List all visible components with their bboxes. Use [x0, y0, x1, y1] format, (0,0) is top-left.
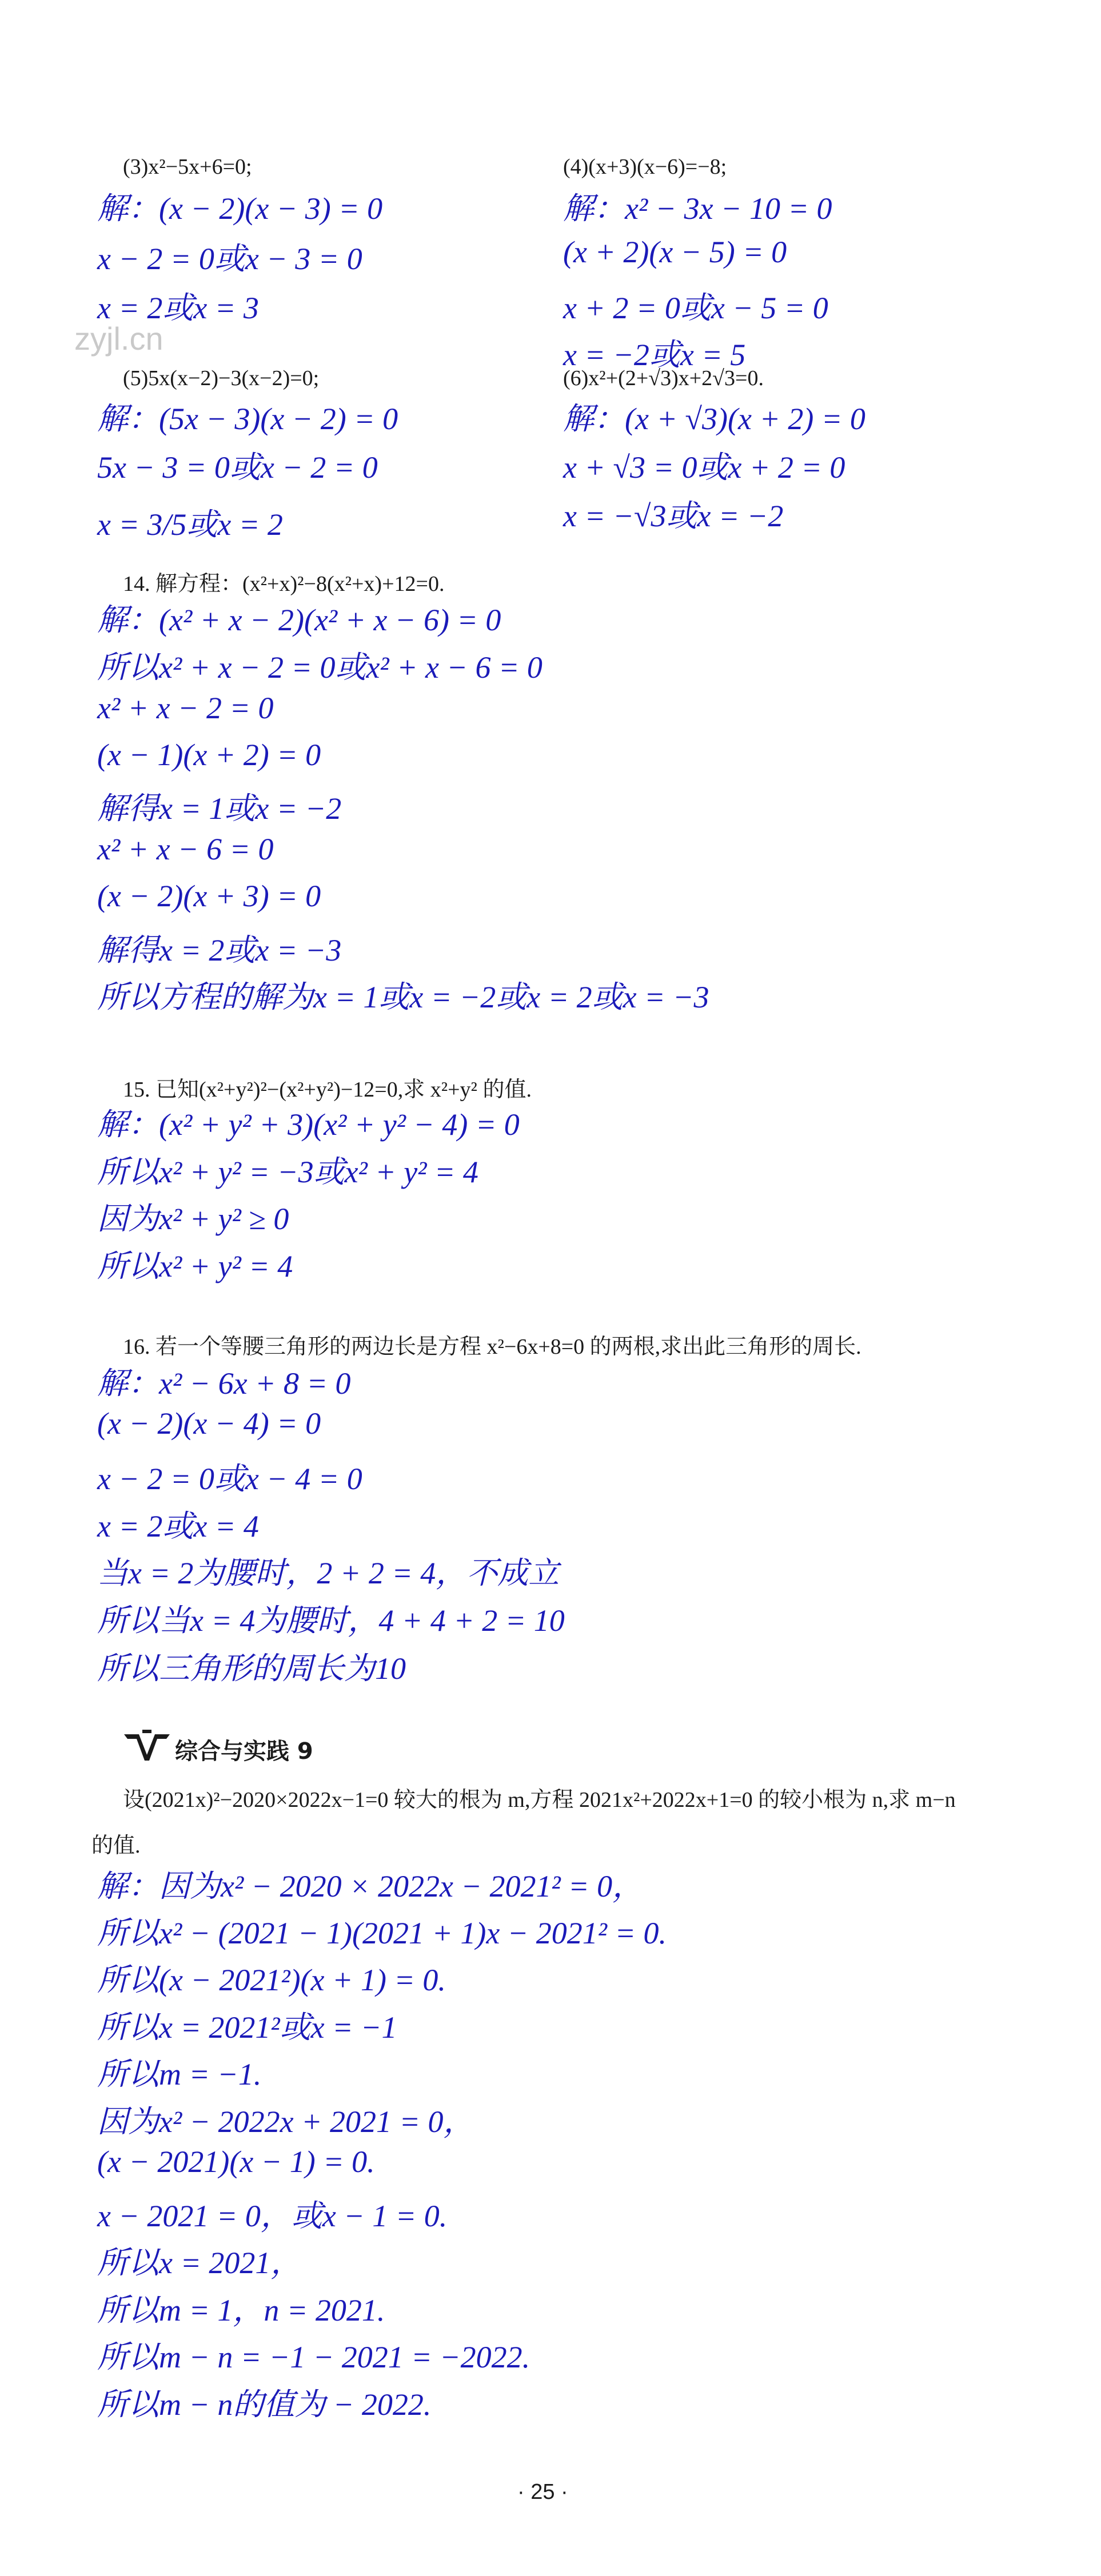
answer-13-5-line: x = 3/5或x = 2: [97, 507, 283, 542]
answer-16-line: x − 2 = 0或x − 4 = 0: [97, 1462, 362, 1496]
answer-13-3-line: x = 2或x = 3: [97, 291, 259, 325]
answer-13-4-line: 解：x² − 3x − 10 = 0: [563, 191, 832, 226]
answer-14-line: 所以x² + x − 2 = 0或x² + x − 6 = 0: [97, 650, 542, 685]
answer-13-4-line: x = −2或x = 5: [563, 338, 746, 372]
answer-15-line: 所以x² + y² = −3或x² + y² = 4: [97, 1155, 478, 1189]
answer-13-3-line: 解：(x − 2)(x − 3) = 0: [97, 191, 383, 226]
answer-13-4-line: x + 2 = 0或x − 5 = 0: [563, 291, 828, 325]
answer-15-line: 因为x² + y² ≥ 0: [97, 1202, 289, 1236]
answer-14-line: (x − 1)(x + 2) = 0: [97, 738, 321, 772]
page-number: · 25 ·: [517, 2480, 568, 2504]
answer-14-line: x² + x − 6 = 0: [97, 832, 274, 866]
question-13-6: (6)x²+(2+√3)x+2√3=0.: [563, 366, 764, 390]
section-title: 综合与实践 9: [175, 1738, 313, 1765]
watermark-text: zyjl.cn: [74, 321, 163, 357]
answer-14-line: 解得x = 2或x = −3: [97, 933, 342, 967]
answer-13-4-line: (x + 2)(x − 5) = 0: [563, 235, 787, 269]
answer-13-6-line: x + √3 = 0或x + 2 = 0: [563, 450, 845, 485]
question-13-4: (4)(x+3)(x−6)=−8;: [563, 155, 727, 179]
answer-14-line: 所以方程的解为x = 1或x = −2或x = 2或x = −3: [97, 980, 709, 1014]
answer-16-line: (x − 2)(x − 4) = 0: [97, 1406, 321, 1441]
section-answer-line: (x − 2021)(x − 1) = 0.: [97, 2145, 375, 2179]
section-answer-line: 因为x² − 2022x + 2021 = 0，: [97, 2105, 474, 2139]
question-13-3: (3)x²−5x+6=0;: [123, 155, 252, 179]
section-answer-line: 所以m − n的值为 − 2022.: [97, 2387, 432, 2422]
answer-16-line: 解：x² − 6x + 8 = 0: [97, 1366, 351, 1401]
section-answer-line: 所以m = −1.: [97, 2057, 262, 2091]
question-14: 14. 解方程：(x²+x)²−8(x²+x)+12=0.: [123, 572, 445, 596]
section-answer-line: 所以m − n = −1 − 2021 = −2022.: [97, 2340, 530, 2374]
answer-14-line: (x − 2)(x + 3) = 0: [97, 879, 321, 913]
section-header: [123, 1729, 171, 1766]
question-16: 16. 若一个等腰三角形的两边长是方程 x²−6x+8=0 的两根,求出此三角形的周长.: [123, 1335, 861, 1359]
answer-13-6-line: 解：(x + √3)(x + 2) = 0: [563, 402, 865, 436]
section-question-line-1: 设(2021x)²−2020×2022x−1=0 较大的根为 m,方程 2021x²+2022x+1=0 的较小根为 n,求 m−n: [123, 1788, 956, 1812]
answer-13-5-line: 5x − 3 = 0或x − 2 = 0: [97, 450, 378, 485]
answer-14-line: 解得x = 1或x = −2: [97, 791, 342, 826]
section-answer-line: x − 2021 = 0，或x − 1 = 0.: [97, 2199, 448, 2233]
answer-15-line: 所以x² + y² = 4: [97, 1249, 293, 1283]
section-question-line-2: 的值.: [91, 1834, 141, 1858]
question-15: 15. 已知(x²+y²)²−(x²+y²)−12=0,求 x²+y² 的值.: [123, 1078, 532, 1102]
answer-14-line: x² + x − 2 = 0: [97, 691, 274, 725]
answer-15-line: 解：(x² + y² + 3)(x² + y² − 4) = 0: [97, 1107, 520, 1142]
section-answer-line: 所以x² − (2021 − 1)(2021 + 1)x − 2021² = 0.: [97, 1916, 667, 1950]
answer-16-line: 当x = 2为腰时，2 + 2 = 4，不成立: [97, 1556, 560, 1590]
answer-13-5-line: 解：(5x − 3)(x − 2) = 0: [97, 402, 398, 436]
answer-13-3-line: x − 2 = 0或x − 3 = 0: [97, 242, 362, 276]
answer-13-6-line: x = −√3或x = −2: [563, 499, 784, 533]
question-13-5: (5)5x(x−2)−3(x−2)=0;: [123, 366, 320, 390]
section-badge-icon: [123, 1729, 171, 1763]
section-answer-line: 所以x = 2021，: [97, 2246, 302, 2280]
answer-16-line: x = 2或x = 4: [97, 1509, 259, 1543]
section-answer-line: 所以x = 2021²或x = −1: [97, 2010, 397, 2045]
answer-16-line: 所以三角形的周长为10: [97, 1651, 406, 1686]
section-answer-line: 解：因为x² − 2020 × 2022x − 2021² = 0，: [97, 1869, 644, 1903]
section-answer-line: 所以(x − 2021²)(x + 1) = 0.: [97, 1963, 446, 1997]
answer-16-line: 所以当x = 4为腰时，4 + 4 + 2 = 10: [97, 1603, 565, 1638]
section-answer-line: 所以m = 1，n = 2021.: [97, 2293, 385, 2327]
answer-14-line: 解：(x² + x − 2)(x² + x − 6) = 0: [97, 603, 501, 637]
